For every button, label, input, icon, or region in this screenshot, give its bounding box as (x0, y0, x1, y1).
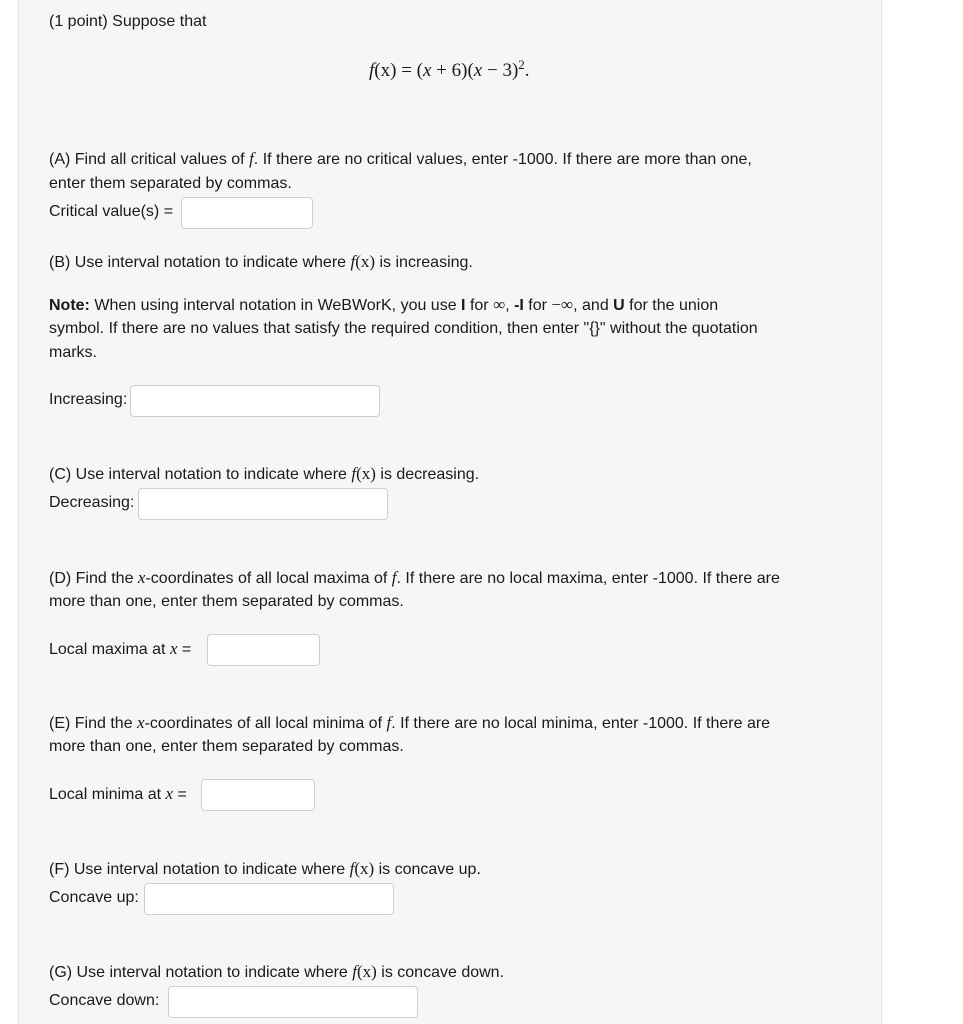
local-maxima-label: Local maxima at x = (49, 639, 192, 658)
part-g-question: (G) Use interval notation to indicate where f(x) is concave down. (49, 962, 505, 981)
local-maxima-input[interactable] (207, 634, 320, 666)
part-d-question-line2: more than one, enter them separated by commas. (49, 593, 404, 610)
part-e-question-line2: more than one, enter them separated by commas. (49, 738, 404, 755)
concave-down-label: Concave down: (49, 992, 160, 1009)
concave-up-input[interactable] (144, 883, 394, 915)
note-line3: marks. (49, 344, 97, 361)
decreasing-input[interactable] (138, 488, 388, 520)
part-a-question-line2: enter them separated by commas. (49, 175, 292, 192)
problem-intro: (1 point) Suppose that (49, 13, 207, 30)
local-minima-input[interactable] (201, 779, 315, 811)
decreasing-label: Decreasing: (49, 494, 135, 511)
part-d-question: (D) Find the x-coordinates of all local maxima of f. If there are no local maxima, enter -1000. If there are (49, 568, 780, 587)
critical-values-label: Critical value(s) = (49, 203, 174, 220)
concave-down-input[interactable] (168, 986, 418, 1018)
part-a-question: (A) Find all critical values of f. If there are no critical values, enter -1000. If there are more than one, (49, 149, 752, 168)
problem-panel (18, 0, 882, 1024)
part-c-question: (C) Use interval notation to indicate where f(x) is decreasing. (49, 464, 480, 483)
function-formula: $f(x) = (x + 6)(x - 3)^2$. (369, 57, 530, 81)
part-e-question: (E) Find the x-coordinates of all local minima of f. If there are no local minima, enter -1000. If there are (49, 713, 771, 732)
local-minima-label: Local minima at x = (49, 784, 187, 803)
part-b-question: (B) Use interval notation to indicate where f(x) is increasing. (49, 252, 473, 271)
critical-values-input[interactable] (181, 197, 313, 229)
note-line2: symbol. If there are no values that satisfy the required condition, then enter "{}" without the quotation (49, 320, 758, 337)
increasing-input[interactable] (130, 385, 380, 417)
concave-up-label: Concave up: (49, 889, 139, 906)
interval-notation-note: Note: When using interval notation in WeBWorK, you use I for ∞, -I for −∞, and U for the union (49, 295, 719, 314)
increasing-label: Increasing: (49, 391, 128, 408)
part-f-question: (F) Use interval notation to indicate where f(x) is concave up. (49, 859, 481, 878)
